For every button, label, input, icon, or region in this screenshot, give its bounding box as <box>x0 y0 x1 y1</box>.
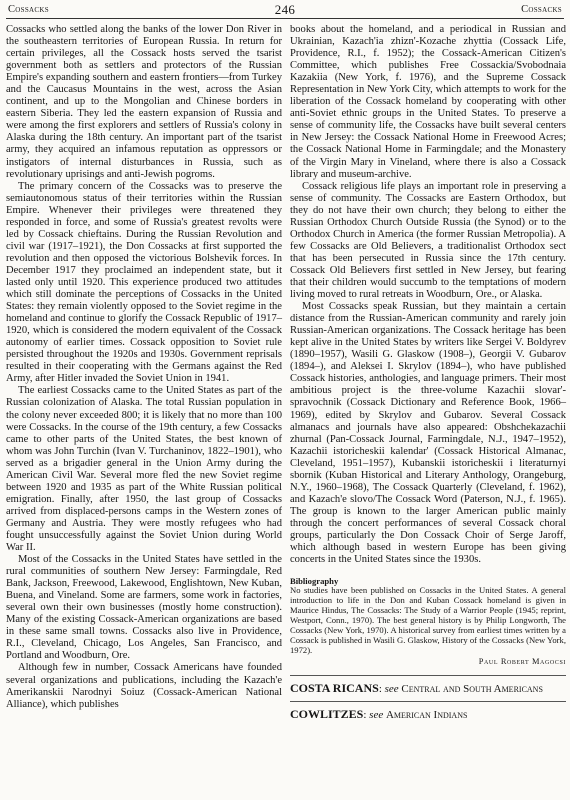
bibliography-text: No studies have been published on Cossacks in the United States. A general introduction to life in the Don and Kuban Cossack homeland is given in Maurice Hindus, The Cossacks: The Study of a Warrior People (1945; reprint, Westport, Conn., 1970). The best general history is by Philip Longworth, The Cossacks (New York, 1970). A historical survey from earliest times written by a Cossack is published in Wasili G. Glaskow, History of the Cossacks (New York, 1972). <box>290 585 566 655</box>
running-head-left: Cossacks <box>8 4 49 15</box>
cross-reference-target[interactable]: American Indians <box>385 708 468 721</box>
see-label: see <box>369 708 384 721</box>
paragraph: books about the homeland, and a periodical in Russian and Ukrainian, Kazach'ia zhizn'-Kozache zhyttia (Cossack Life, Providence, R.I., f. 1952); the Cossack-American Citizen's Committee, which publishes Free Cossackia/Svobodnaia Kazakiia (New York, f. 1976), and the Supreme Cossack Representation in New York City, which attempts to work for the liberation of the Cossack homeland by cooperating with other anti-Soviet ethnic groups in the United States. To preserve a sense of community life, the Cossacks have built several centers in New Jersey: the Cossack National Home in Freewood Acres; the Cossack National Home in Farmingdale; and the Monastery of the Virgin Mary in Vineland, where there is also a Cossack library and museum-archive. <box>290 24 566 180</box>
bibliography-heading: Bibliography <box>290 576 339 587</box>
article-author: Paul Robert Magocsi <box>478 657 566 667</box>
section-divider <box>290 701 566 702</box>
see-label: see <box>384 682 399 695</box>
entry-term: COSTA RICANS <box>290 680 379 695</box>
page-number: 246 <box>274 2 296 17</box>
header-rule <box>6 18 564 19</box>
paragraph: Cossack religious life plays an important role in preserving a sense of community. The Cossacks are Eastern Orthodox, but they do not have their own church; they belong to either the Russian Orthodox Church Outside Russia (the Synod) or to the Orthodox Church in America (the former Russian Metropolia). A few Cossacks are Old Believers, a traditionalist Orthodox sect that has been persecuted in Russia since the 17th century. Cossack Old Believers first settled in New Jersey, but fearing that their children would succumb to the temptations of modern living moved to rural retreats in Woodburn, Ore., or Alaska. <box>290 180 566 301</box>
cross-reference: COWLITZES: see American Indians <box>290 706 468 721</box>
paragraph: The earliest Cossacks came to the United States as part of the Russian colonization of Alaska. The total Russian population in the colony never exceeded 800; it is likely that no more than 100 were Cossacks. In the course of the 19th century, a few Cossacks came to other parts of the United States, the best known of whom was John Turchin (Ivan V. Turchaninov, 1822–1901), who served as a brigadier general in the Union Army during the American Civil War. Several more fled the new Soviet regime between 1920 and 1935 as part of the White Russian political emigration. Finally, after 1950, the last group of Cossacks arrived from displaced-persons camps in the Western zones of Germany and Austria. They were mostly refugees who had fought unsuccessfully against the Soviet Union during World War II. <box>6 385 282 554</box>
paragraph: Cossacks who settled along the banks of the lower Don River in the southeastern territories of European Russia. In return for certain privileges, all the Cossack hosts served the tsarist government both as settlers and protectors of the Russian Empire's expanding southern and eastern frontiers—from Turkey and the Caucasus Mountains in the west, across the Asian continent, and up to the Mongolian and Chinese borders in eastern Siberia. They led the eastern expansion of Russia and were among the first explorers and settlers of Russia's colony in Alaska during the 18th century. An important part of the tsarist army, they acquired an infamous reputation as oppressors or instigators of internal disturbances in Russia, such as revolutionary uprisings and anti-Jewish pogroms. <box>6 24 282 180</box>
right-column <box>290 24 566 721</box>
paragraph: Most Cossacks speak Russian, but they maintain a certain distance from the Russian-American community and rarely join Russian-American organizations. The Cossack heritage has been kept alive in the United States by writers like Sergei V. Boldyrev (1890–1957), Wasili G. Glaskow (1908–), Georgii V. Gubarov (1894–), and Aleksei I. Skrylov (1894–), who have published Cossack histories, anthologies, and language primers. Their most ambitious project is the three-volume Kazachii slovar'-spravochnik (Cossack Dictionary and Reference Book, 1966–1969), edited by Skrylov and Gubarov. Several Cossack almanacs and journals have also appeared: Obshchekazachii zhurnal (Pan-Cossack Journal, Farmingdale, N.J., 1947–1952), Kazachii istoricheskii kalendar' (Cossack Historical Almanac, Cleveland, 1951–1957), Kubanskii istoricheskii i literaturnyi sbornik (Kuban Historical and Literary Anthology, Orangeburg, N.Y., 1960–1968), The Cossack Quarterly (Cleveland, f. 1962), and Kazach'e slovo/The Cossack Word (Paterson, N.J., f. 1965). The group is known to the larger American public mainly through the concert performances of several Cossack choral groups, particularly the Don Cossack Choir of Serge Jaroff, which although based in western Europe has been giving concerts in the United States since the 1930s. <box>290 301 566 566</box>
paragraph: Although few in number, Cossack Americans have founded several organizations and publications, including the Kazach'e Amerikanskii Narodnyi Soiuz (Cossack-American National Alliance), which publishes <box>6 662 282 710</box>
section-divider <box>290 675 566 676</box>
entry-term: COWLITZES <box>290 706 364 721</box>
left-column <box>6 24 282 711</box>
cross-reference: COSTA RICANS: see Central and South Americans <box>290 680 543 695</box>
paragraph: Most of the Cossacks in the United States have settled in the rural communities of southern New Jersey: Farmingdale, Red Bank, Jackson, Freewood, Lakewood, Englishtown, New Kuban, Buena, and Vineland. Some are farmers, some work in factories, several own their own businesses (mostly home construction). Many of the existing Cossack-American organizations are based in these same small towns. Cossacks also live in Providence, R.I., Cleveland, Chicago, Los Angeles, San Francisco, and Portland and Woodburn, Ore. <box>6 554 282 662</box>
paragraph: The primary concern of the Cossacks was to preserve the semiautonomous status of their territories within the Russian Empire. Whenever their privileges were threatened they responded in force, and some of Russia's greatest revolts were led by Cossack chieftains. During the Russian Revolution and civil war (1917–1921), the Don Cossacks at first supported the revolution and then opposed the victorious Bolshevik forces. In December 1917 they proclaimed an independent state, but it lasted only until 1920. This experience produced two attitudes which still dominate the perceptions of Cossacks in the United States: they remain violently opposed to the Soviet regime in the homeland and continue to glorify the Cossack Republic of 1917–1920, which is considered the modern equivalent of the Cossack autonomy of earlier times. Cossack opposition to Soviet rule persisted throughout the 1920s and 1930s. Government reprisals resulted in their cooperating with the Germans against the Red Army, after Hitler invaded the Soviet Union in 1941. <box>6 180 282 385</box>
cross-reference-target[interactable]: Central and South Americans <box>401 682 543 695</box>
running-head-right: Cossacks <box>521 4 562 15</box>
